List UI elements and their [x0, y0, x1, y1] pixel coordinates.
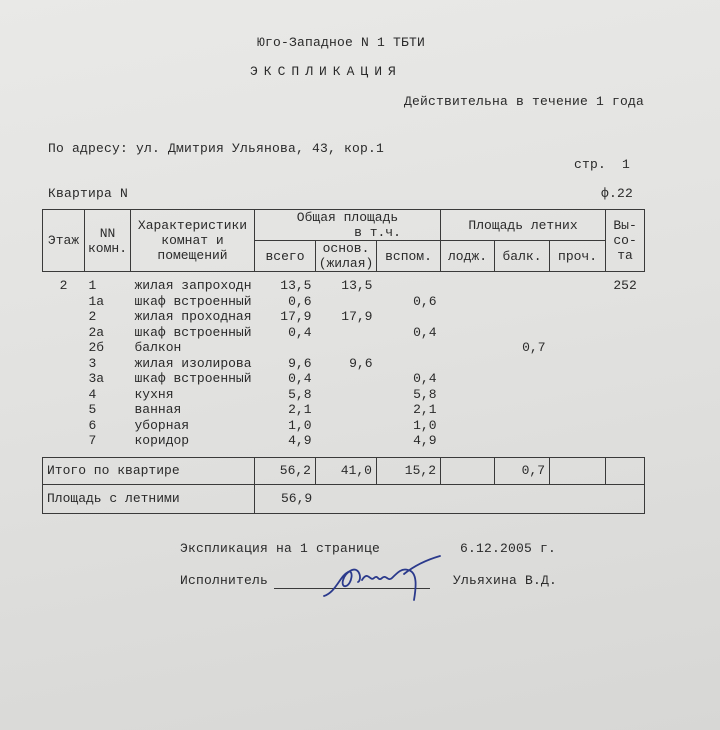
totals-main: 41,0	[316, 457, 377, 484]
col-balcony: балк.	[495, 241, 550, 272]
col-summer-area: Площадь летних	[441, 210, 606, 241]
totals-loggia	[441, 457, 495, 484]
cell-loggia	[441, 278, 495, 294]
cell-loggia	[441, 309, 495, 325]
cell-name: жилая проходная	[134, 309, 252, 324]
totals-all: 56,2	[255, 457, 316, 484]
table-row	[43, 402, 645, 418]
cell-main	[316, 340, 377, 356]
cell-balcony	[495, 309, 550, 325]
cell-loggia	[441, 371, 495, 387]
col-height: Вы- со- та	[606, 210, 645, 272]
cell-balcony	[495, 418, 550, 434]
cell-height: 252	[613, 278, 637, 293]
cell-nn: 2а	[88, 324, 105, 340]
cell-other	[550, 402, 606, 418]
cell-aux: 0,4	[413, 324, 437, 340]
cell-all: 0,4	[288, 371, 312, 386]
cell-name: ванная	[134, 402, 182, 417]
cell-floor	[43, 387, 85, 403]
page-number: стр. 1	[574, 157, 631, 172]
cell-other	[550, 340, 606, 356]
cell-loggia	[441, 433, 495, 449]
cell-floor	[43, 340, 85, 356]
cell-all: 5,8	[288, 386, 312, 402]
document-date: 6.12.2005 г.	[460, 541, 557, 556]
validity-note: Действительна в течение 1 года	[404, 94, 645, 109]
col-total-area: Общая площадь в т.ч.	[255, 210, 441, 241]
table-row	[43, 387, 645, 403]
cell-name: жилая запроходн	[134, 278, 252, 293]
cell-loggia	[441, 402, 495, 418]
col-characteristics: Характеристики комнат и помещений	[131, 210, 255, 272]
cell-main	[316, 294, 377, 310]
cell-name: уборная	[134, 417, 190, 433]
cell-all: 0,4	[288, 324, 312, 340]
cell-main	[316, 418, 377, 434]
cell-main	[316, 325, 377, 341]
cell-other	[550, 325, 606, 341]
cell-floor	[43, 356, 85, 372]
table-row	[43, 418, 645, 434]
cell-main	[316, 433, 377, 449]
totals-other	[550, 457, 606, 484]
cell-main: 17,9	[341, 309, 373, 324]
cell-balcony	[495, 356, 550, 372]
cell-main: 13,5	[341, 278, 373, 293]
cell-floor	[43, 294, 85, 310]
cell-loggia	[441, 294, 495, 310]
cell-loggia	[441, 387, 495, 403]
cell-aux	[377, 356, 441, 372]
form-number: ф.22	[601, 186, 634, 201]
cell-balcony	[495, 433, 550, 449]
cell-height	[606, 371, 645, 387]
cell-name: шкаф встроенный	[134, 293, 252, 309]
cell-nn: 6	[88, 417, 97, 433]
cell-aux: 0,4	[413, 371, 437, 386]
cell-aux: 4,9	[413, 433, 437, 448]
cell-name: шкаф встроенный	[134, 371, 252, 386]
cell-aux: 0,6	[413, 293, 437, 309]
cell-floor	[43, 418, 85, 434]
totals-label: Итого по квартире	[43, 457, 255, 484]
totals-balcony: 0,7	[495, 457, 550, 484]
cell-aux	[377, 309, 441, 325]
signature-icon	[318, 552, 448, 604]
table-row	[43, 325, 645, 341]
cell-floor	[43, 371, 85, 387]
col-aux: вспом.	[377, 241, 441, 272]
table-row	[43, 294, 645, 310]
cell-main	[316, 387, 377, 403]
cell-floor	[43, 309, 85, 325]
table-row	[43, 309, 645, 325]
table-row	[43, 371, 645, 387]
apartment-label: Квартира N	[48, 186, 129, 201]
cell-main	[316, 371, 377, 387]
document-title: ЭКСПЛИКАЦИЯ	[250, 64, 402, 79]
address: По адресу: ул. Дмитрия Ульянова, 43, кор.1	[48, 141, 385, 156]
cell-nn: 5	[88, 402, 97, 417]
cell-all	[255, 340, 316, 356]
cell-loggia	[441, 325, 495, 341]
executor-name: Ульяхина В.Д.	[453, 573, 558, 588]
col-main: основ. (жилая)	[316, 241, 377, 272]
col-nn: NN комн.	[85, 210, 131, 272]
col-floor: Этаж	[43, 210, 85, 272]
cell-other	[550, 387, 606, 403]
totals-aux: 15,2	[377, 457, 441, 484]
cell-nn: 3а	[88, 371, 105, 386]
cell-nn: 2	[88, 309, 97, 324]
cell-nn: 2б	[88, 340, 105, 355]
cell-name: жилая изолирова	[134, 355, 252, 371]
executor-label: Исполнитель	[180, 573, 269, 588]
with-summer-label: Площадь с летними	[43, 484, 255, 513]
cell-all: 2,1	[288, 402, 312, 417]
cell-height	[606, 387, 645, 403]
pages-note: Экспликация на 1 странице	[180, 541, 381, 556]
with-summer-value: 56,9	[255, 484, 645, 513]
cell-aux: 2,1	[413, 402, 437, 417]
cell-floor	[43, 433, 85, 449]
cell-height	[606, 325, 645, 341]
cell-loggia	[441, 418, 495, 434]
cell-nn: 7	[88, 433, 97, 448]
cell-balcony	[495, 294, 550, 310]
cell-all: 0,6	[288, 293, 312, 309]
cell-height	[606, 402, 645, 418]
cell-other	[550, 309, 606, 325]
cell-loggia	[441, 340, 495, 356]
cell-name: балкон	[134, 340, 182, 355]
cell-other	[550, 418, 606, 434]
cell-balcony	[495, 325, 550, 341]
with-summer-row	[43, 484, 645, 513]
cell-aux: 1,0	[413, 417, 437, 433]
cell-name: коридор	[134, 433, 190, 448]
cell-main: 9,6	[349, 355, 373, 371]
cell-all: 1,0	[288, 417, 312, 433]
cell-floor	[43, 402, 85, 418]
cell-aux: 5,8	[413, 386, 437, 402]
cell-height	[606, 309, 645, 325]
col-other: проч.	[550, 241, 606, 272]
cell-balcony	[495, 371, 550, 387]
cell-nn: 1	[88, 278, 97, 293]
cell-all: 4,9	[288, 433, 312, 448]
org-name: Юго-Западное N 1 ТБТИ	[257, 35, 426, 50]
cell-all: 13,5	[280, 278, 312, 293]
table-row	[43, 278, 645, 294]
table-row	[43, 433, 645, 449]
cell-all: 9,6	[288, 355, 312, 371]
cell-other	[550, 356, 606, 372]
cell-aux	[377, 340, 441, 356]
cell-height	[606, 418, 645, 434]
cell-other	[550, 371, 606, 387]
cell-floor: 2	[59, 278, 68, 293]
totals-height	[606, 457, 645, 484]
cell-loggia	[441, 356, 495, 372]
cell-name: кухня	[134, 386, 174, 402]
table-row	[43, 356, 645, 372]
cell-other	[550, 433, 606, 449]
cell-nn: 4	[88, 386, 97, 402]
cell-nn: 3	[88, 355, 97, 371]
cell-other	[550, 278, 606, 294]
cell-height	[606, 356, 645, 372]
table-row	[43, 340, 645, 356]
cell-balcony: 0,7	[522, 340, 546, 355]
col-all: всего	[255, 241, 316, 272]
cell-balcony	[495, 278, 550, 294]
cell-nn: 1а	[88, 293, 105, 309]
cell-all: 17,9	[280, 309, 312, 324]
cell-height	[606, 340, 645, 356]
cell-aux	[377, 278, 441, 294]
explication-table	[42, 209, 644, 514]
cell-balcony	[495, 402, 550, 418]
cell-name: шкаф встроенный	[134, 324, 252, 340]
col-loggia: лодж.	[441, 241, 495, 272]
cell-balcony	[495, 387, 550, 403]
totals-row	[43, 457, 645, 484]
cell-height	[606, 433, 645, 449]
cell-height	[606, 294, 645, 310]
cell-main	[316, 402, 377, 418]
cell-floor	[43, 325, 85, 341]
cell-other	[550, 294, 606, 310]
